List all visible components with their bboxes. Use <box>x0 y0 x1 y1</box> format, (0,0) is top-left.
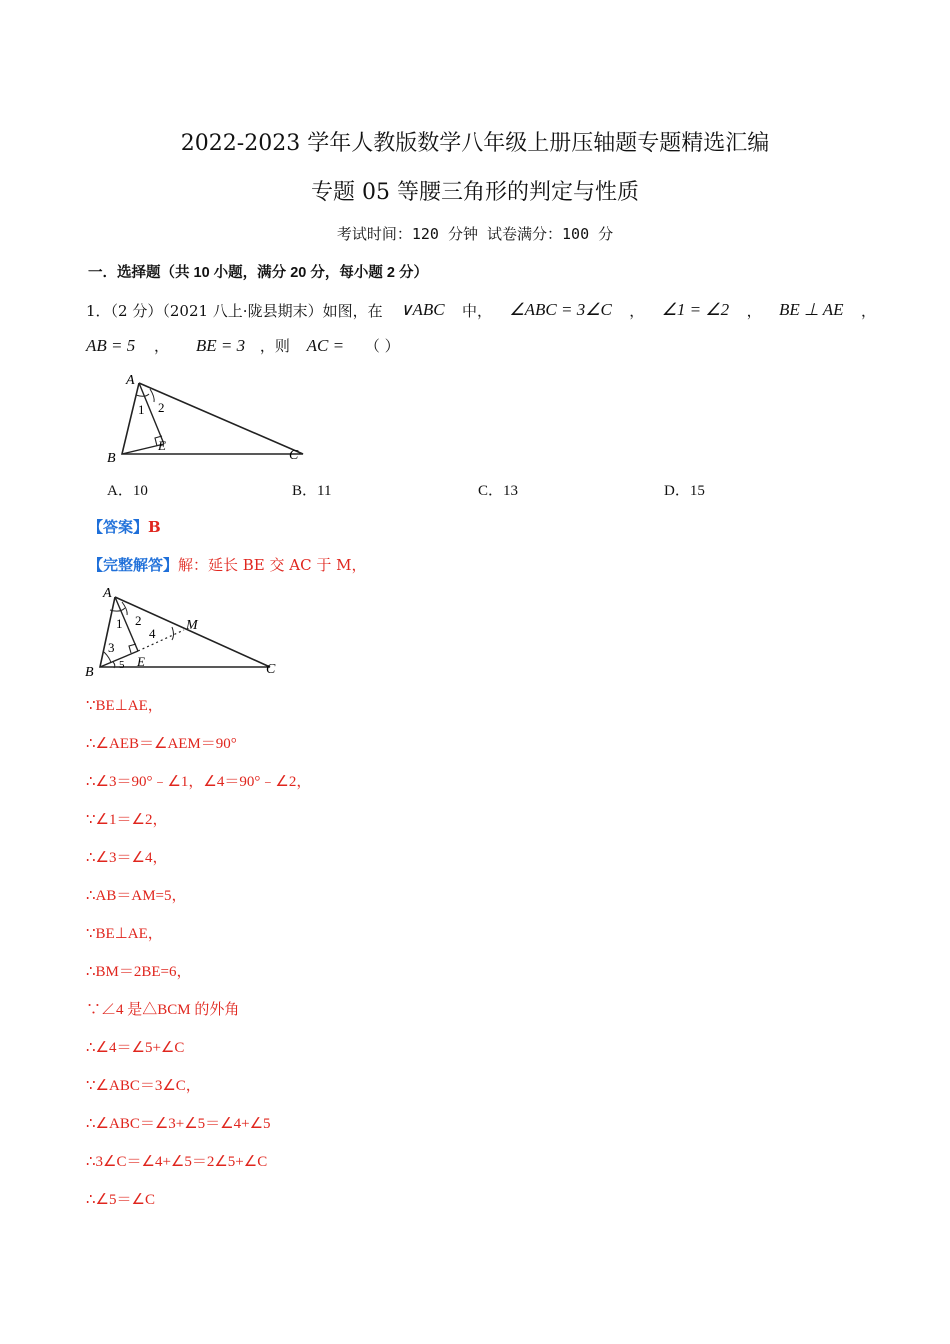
segment-em-dashed <box>138 630 184 651</box>
solution-step-6: ∴AB＝AM=5， <box>86 888 187 904</box>
label-e: E <box>158 438 166 453</box>
label-m: M <box>186 618 198 633</box>
solution-step-8: ∴BM＝2BE=6， <box>86 964 192 980</box>
label-c: C <box>289 448 299 463</box>
answer-line <box>88 516 161 537</box>
solution-step-1: ∵BE⊥AE， <box>86 698 163 714</box>
solution-heading <box>88 554 367 575</box>
question-line-2 <box>86 335 876 356</box>
triangle-figure-1 <box>100 368 315 466</box>
solution-step-4: ∵∠1＝∠2， <box>86 812 168 828</box>
question-prefix: 1．（2 分）（2021 八上·陇县期末）如图，在 <box>86 302 383 320</box>
solution-step-10: ∴∠4＝∠5+∠C <box>86 1040 185 1056</box>
option-a[interactable]: A．10 <box>107 483 148 499</box>
label-angle-1: 1 <box>138 402 145 417</box>
solution-step-13: ∴3∠C＝∠4+∠5＝2∠5+∠C <box>86 1154 268 1170</box>
answer-tag: 【答案】 <box>88 518 149 536</box>
solution-step-14: ∴∠5＝∠C <box>86 1192 155 1208</box>
label-b: B <box>85 665 94 680</box>
option-c[interactable]: C．13 <box>478 483 519 499</box>
solution-step-9: ∵∠4 是△BCM 的外角 <box>86 1002 240 1018</box>
condition-angle-abc: ∠ABC = 3∠C <box>509 300 612 319</box>
label-a: A <box>103 586 112 601</box>
solution-intro: 解：延长 BE 交 AC 于 M， <box>178 556 367 574</box>
question-triangle: ∨ABC <box>400 300 445 319</box>
separator: ， <box>860 302 876 320</box>
condition-ab: AB = 5 <box>86 336 136 355</box>
angle-arc-2 <box>150 389 154 402</box>
solution-step-12: ∴∠ABC＝∠3+∠5＝∠4+∠5 <box>86 1116 271 1132</box>
solution-step-2: ∴∠AEB＝∠AEM＝90° <box>86 736 237 752</box>
solution-step-7: ∵BE⊥AE， <box>86 926 163 942</box>
solution-step-5: ∴∠3＝∠4， <box>86 850 168 866</box>
solution-step-11: ∵∠ABC＝3∠C， <box>86 1078 201 1094</box>
question-ask: ，则 <box>259 337 290 355</box>
triangle-figure-2 <box>80 580 290 680</box>
exam-info: 考试时间：120 分钟 试卷满分：100 分 <box>336 225 614 243</box>
solution-tag: 【完整解答】 <box>88 556 179 574</box>
label-e: E <box>137 654 145 669</box>
option-d[interactable]: D．15 <box>664 483 705 499</box>
answer-blank: （ ） <box>364 337 400 355</box>
question-mid: 中， <box>461 302 492 320</box>
question-line-1 <box>86 300 876 321</box>
label-angle-2: 2 <box>158 400 165 415</box>
label-angle-3: 3 <box>108 640 115 655</box>
separator: ， <box>629 302 645 320</box>
document-subtitle: 专题 05 等腰三角形的判定与性质 <box>311 180 639 205</box>
condition-ac: AC = <box>306 336 345 355</box>
option-b[interactable]: B．11 <box>292 483 332 499</box>
label-angle-4: 4 <box>149 626 156 641</box>
solution-step-3: ∴∠3＝90°﹣∠1，∠4＝90°﹣∠2， <box>86 774 312 790</box>
document-title: 2022-2023 学年人教版数学八年级上册压轴题专题精选汇编 <box>180 131 770 156</box>
angle-arc-4 <box>172 627 174 640</box>
separator: ， <box>154 337 170 355</box>
label-angle-5: 5 <box>119 659 125 671</box>
answer-value: B <box>148 518 161 536</box>
label-a: A <box>126 373 135 388</box>
label-c: C <box>266 662 276 677</box>
section-heading: 一．选择题（共 10 小题，满分 20 分，每小题 2 分） <box>88 265 428 281</box>
label-angle-2: 2 <box>135 613 142 628</box>
condition-perpendicular: BE ⊥ AE <box>779 300 844 319</box>
separator: ， <box>746 302 762 320</box>
label-angle-1: 1 <box>116 616 123 631</box>
label-b: B <box>107 451 116 466</box>
question-1 <box>86 300 876 356</box>
condition-be: BE = 3 <box>195 336 246 355</box>
condition-angle-equal: ∠1 = ∠2 <box>661 300 730 319</box>
triangle-abc <box>122 383 303 454</box>
angle-arc-1 <box>136 394 149 396</box>
